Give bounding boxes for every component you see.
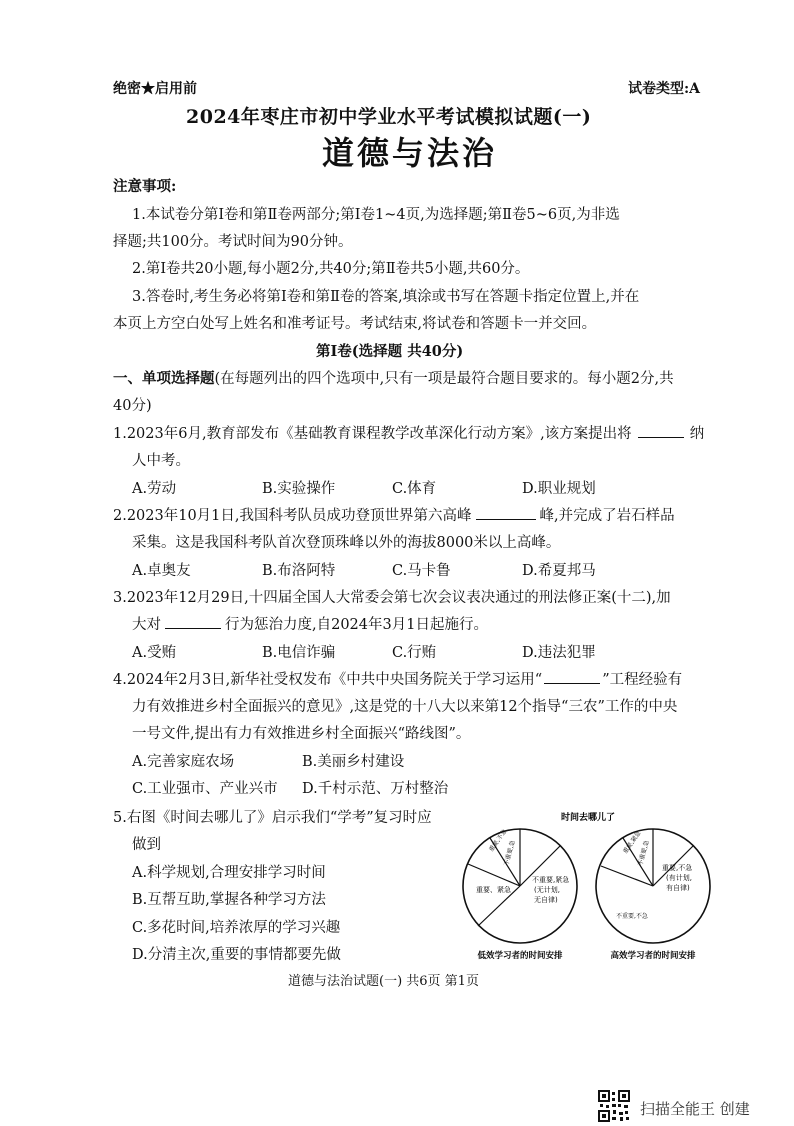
right-label-4: 不重要,不急 — [616, 913, 648, 920]
q3-option-c: C.行贿 — [392, 645, 437, 661]
right-label-3b: (有计划, — [666, 874, 692, 882]
question-1-text-end: 纳 — [689, 426, 705, 442]
question-3-stem-2 — [132, 613, 488, 634]
question-2-text: 2.2023年10月1日,我国科考队员成功登顶世界第六高峰 — [113, 508, 472, 524]
notice-item-1a: 1.本试卷分第Ⅰ卷和第Ⅱ卷两部分;第Ⅰ卷1~4页,为选择题;第Ⅱ卷5~6页,为非选 — [132, 207, 620, 223]
q4-option-b: B.美丽乡村建设 — [302, 754, 405, 770]
right-label-3: 重要,不急 — [662, 864, 693, 872]
right-label-2: 不重要,急 — [637, 839, 651, 867]
q1-option-b: B.实验操作 — [262, 481, 336, 497]
question-4-text-end: ”工程经验有 — [602, 672, 683, 688]
right-label-3c: 有自律) — [666, 884, 690, 892]
section-instruction-2: 40分) — [113, 398, 152, 414]
answer-blank — [544, 671, 600, 684]
question-2-text-end: 峰,并完成了岩石样品 — [539, 508, 675, 524]
confidential-mark: 绝密★启用前 — [113, 81, 197, 97]
left-pie — [463, 827, 577, 961]
q3-option-d: D.违法犯罪 — [522, 645, 596, 661]
section-instruction — [113, 367, 674, 388]
question-5-stem-2: 做到 — [132, 837, 161, 853]
question-2-stem-2: 采集。这是我国科考队首次登顶珠峰以外的海拔8000米以上高峰。 — [132, 535, 561, 551]
question-1-stem-2: 人中考。 — [132, 453, 190, 469]
scanner-brand: 扫描全能王 创建 — [640, 1100, 750, 1118]
q1-option-c: C.体育 — [392, 481, 437, 497]
question-2-stem — [113, 504, 675, 525]
notice-item-1b: 择题;共100分。考试时间为90分钟。 — [113, 234, 353, 250]
answer-blank — [476, 507, 536, 520]
left-pie-caption: 低效学习者的时间安排 — [477, 951, 563, 961]
q5-option-d: D.分清主次,重要的事情都要先做 — [132, 947, 341, 963]
question-5-stem: 5.右图《时间去哪儿了》启示我们“学考”复习时应 — [113, 810, 432, 826]
left-label-1: 重要,不急 — [487, 827, 509, 854]
left-label-3c: 无自律) — [534, 896, 558, 904]
question-3-text-end: 行为惩治力度,自2024年3月1日起施行。 — [225, 617, 488, 633]
question-1-text: 1.2023年6月,教育部发布《基础教育课程教学改革深化行动方案》,该方案提出将 — [113, 426, 632, 442]
figure-title: 时间去哪儿了 — [560, 813, 616, 823]
right-pie — [596, 829, 710, 961]
paper-type: 试卷类型:A — [628, 81, 701, 97]
q3-option-b: B.电信诈骗 — [262, 645, 336, 661]
question-4-stem-2: 力有效推进乡村全面振兴的意见》,这是党的十八大以来第12个指导“三农”工作的中央 — [132, 699, 678, 715]
section-instruction-text: (在每题列出的四个选项中,只有一项是最符合题目要求的。每小题2分,共 — [214, 371, 674, 387]
notice-item-3b: 本页上方空白处写上姓名和准考证号。考试结束,将试卷和答题卡一并交回。 — [113, 316, 597, 332]
answer-blank — [638, 425, 684, 438]
right-label-1: 重要,紧急 — [621, 829, 643, 856]
time-pie-figure — [448, 808, 728, 963]
time-pie-svg — [448, 808, 728, 963]
notice-item-2: 2.第Ⅰ卷共20小题,每小题2分,共40分;第Ⅱ卷共5小题,共60分。 — [132, 261, 530, 277]
page-footer: 道德与法治试题(一) 共6页 第1页 — [288, 974, 479, 989]
question-4-stem — [113, 668, 682, 689]
question-3-text: 大对 — [132, 617, 161, 633]
question-4-stem-3: 一号文件,提出有力有效推进乡村全面振兴“路线图”。 — [132, 726, 471, 742]
q4-option-c: C.工业强市、产业兴市 — [132, 781, 278, 797]
q3-option-a: A.受贿 — [132, 645, 177, 661]
q5-option-b: B.互帮互助,掌握各种学习方法 — [132, 892, 326, 908]
left-label-4: 重要、紧急 — [476, 886, 511, 894]
notice-heading: 注意事项: — [113, 178, 177, 195]
q4-option-a: A.完善家庭农场 — [132, 754, 235, 770]
section-type-label: 一、单项选择题 — [113, 370, 215, 387]
q1-option-a: A.劳动 — [132, 481, 177, 497]
right-divider-4 — [601, 866, 653, 886]
q5-option-a: A.科学规划,合理安排学习时间 — [132, 865, 326, 881]
left-label-3: 不重要,紧急 — [532, 876, 570, 884]
q2-option-d: D.希夏邦马 — [522, 563, 596, 579]
q2-option-c: C.马卡鲁 — [392, 563, 451, 579]
question-3-stem: 3.2023年12月29日,十四届全国人大常委会第七次会议表决通过的刑法修正案(十二),加 — [113, 590, 671, 606]
qr-code-svg — [598, 1090, 630, 1122]
section-heading: 第Ⅰ卷(选择题 共40分) — [316, 343, 464, 360]
exam-subtitle: 2024年枣庄市初中学业水平考试模拟试题(一) — [186, 106, 592, 128]
left-divider-4 — [468, 864, 520, 886]
left-label-3b: (无计划, — [534, 886, 560, 894]
qr-code-icon — [598, 1090, 630, 1122]
question-1-stem — [113, 422, 704, 443]
q5-option-c: C.多花时间,培养浓厚的学习兴趣 — [132, 920, 341, 936]
exam-title: 道德与法治 — [322, 134, 498, 172]
question-4-text: 4.2024年2月3日,新华社受权发布《中共中央国务院关于学习运用“ — [113, 672, 543, 688]
q2-option-b: B.布洛阿特 — [262, 563, 336, 579]
q4-option-d: D.千村示范、万村整治 — [302, 781, 449, 797]
right-pie-caption: 高效学习者的时间安排 — [610, 951, 696, 961]
q1-option-d: D.职业规划 — [522, 481, 596, 497]
q2-option-a: A.卓奥友 — [132, 563, 191, 579]
notice-item-3a: 3.答卷时,考生务必将第Ⅰ卷和第Ⅱ卷的答案,填涂或书写在答题卡指定位置上,并在 — [132, 289, 640, 305]
answer-blank — [165, 616, 221, 629]
left-label-2: 不重要,急 — [503, 839, 517, 867]
